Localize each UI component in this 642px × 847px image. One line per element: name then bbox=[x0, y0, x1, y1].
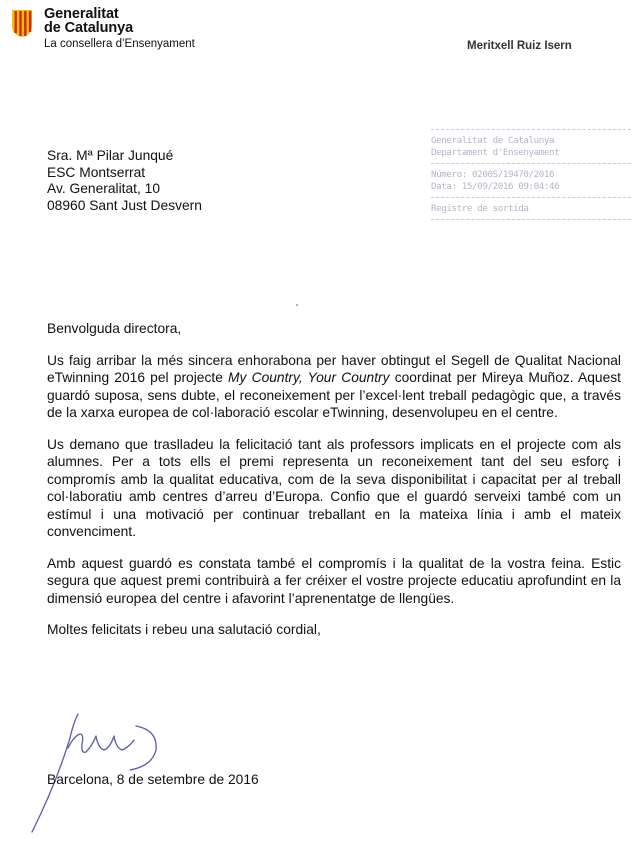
author-name: Meritxell Ruiz Isern bbox=[467, 40, 572, 52]
stamp-divider bbox=[431, 163, 631, 164]
letter-paragraph-1 bbox=[47, 352, 621, 422]
signature-icon bbox=[18, 704, 188, 834]
stamp-register: Registre de sortida bbox=[431, 203, 529, 214]
stamp-divider bbox=[431, 129, 631, 130]
stamp-department: Departament d'Ensenyament bbox=[431, 147, 560, 158]
paragraph-1-text-b: coordinat per Mireya Muñoz. Aquest guardó suposa, sens dubte, el reconeixement per l’excel·lent treball pedagògic que, a través de la xarxa europea de col·laboració escolar eTwinning, desenvolupeu en el centre. bbox=[47, 370, 621, 420]
paragraph-1-text-a: Us faig arribar la més sincera enhorabona per haver obtingut el Segell de Qualitat Nacional eTwinning 2016 pel projecte bbox=[47, 352, 621, 385]
generalitat-logo-icon bbox=[10, 8, 34, 38]
letter-paragraph-2: Us demano que traslladeu la felicitació tant als professors implicats en el projecte com als alumnes. Per a tots ells el premi representa un reconeixement tant del seu esforç i compromís amb la qualitat educativa, com de la seva disponibilitat i capacitat per al treball col·laboratiu amb centres d’arreu d’Europa. Confio que el guardó serveixi també com un estímul i una motivació per continuar treballant en la mateixa línia i amb el mateix convenciment. bbox=[47, 436, 621, 539]
scan-speck bbox=[296, 304, 298, 306]
letter-paragraph-3: Amb aquest guardó es constata també el compromís i la qualitat de la vostra feina. Estic segura que aquest premi contribuirà a fer créixer el vostre projecte educatiu aprofundint en la dimensió europea del centre i afavorint l’aprenentatge de llengües. bbox=[47, 555, 621, 606]
org-name-line2: de Catalunya bbox=[44, 20, 134, 36]
letterhead bbox=[44, 7, 195, 51]
stamp-divider bbox=[431, 197, 631, 198]
letter-greeting: Benvolguda directora, bbox=[47, 321, 182, 336]
recipient-street: Av. Generalitat, 10 bbox=[47, 181, 160, 196]
recipient-name: Sra. Mª Pilar Junqué bbox=[47, 148, 174, 163]
stamp-number: Número: 0200S/19470/2016 bbox=[431, 169, 555, 180]
project-title: My Country, Your Country bbox=[228, 370, 390, 385]
letter-body bbox=[47, 320, 621, 653]
letter-closing: Moltes felicitats i rebeu una salutació cordial, bbox=[47, 622, 321, 637]
stamp-divider bbox=[431, 219, 631, 220]
org-name-line1: Generalitat bbox=[44, 6, 119, 22]
stamp-date: Data: 15/09/2016 09:04:46 bbox=[431, 181, 560, 192]
org-department: La consellera d’Ensenyament bbox=[44, 38, 195, 50]
place-and-date: Barcelona, 8 de setembre de 2016 bbox=[47, 772, 259, 787]
stamp-org: Generalitat de Catalunya bbox=[431, 135, 555, 146]
recipient-city: 08960 Sant Just Desvern bbox=[47, 197, 202, 213]
recipient-school: ESC Montserrat bbox=[47, 164, 146, 180]
registry-stamp bbox=[431, 129, 631, 225]
recipient-address bbox=[47, 148, 202, 214]
